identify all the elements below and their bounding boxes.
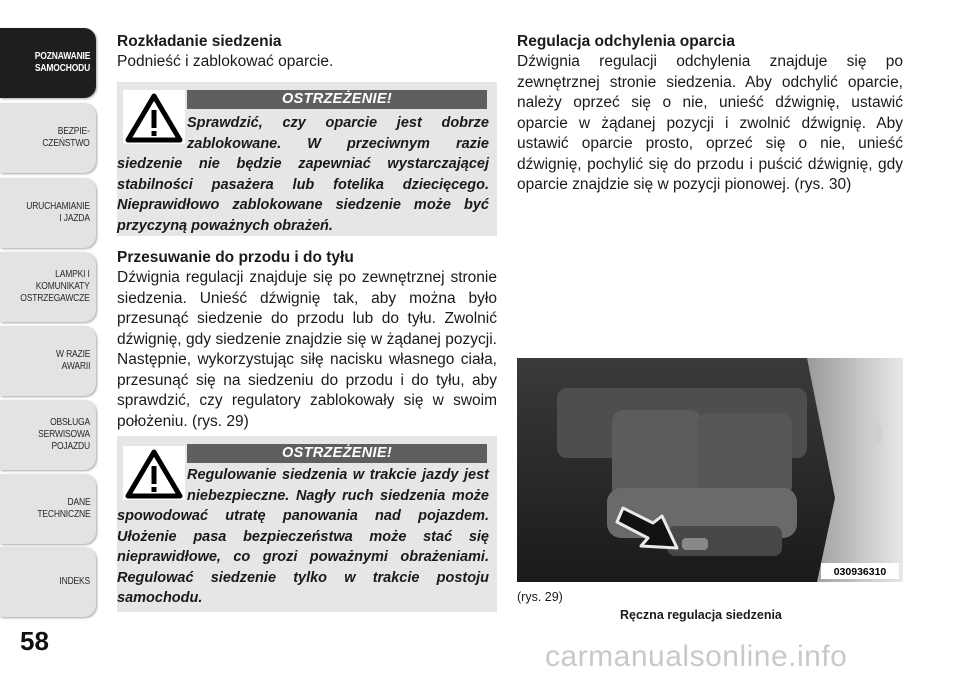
figure-reference: (rys. 29) <box>517 590 563 604</box>
tab-label: DANE TECHNICZNE <box>36 497 90 520</box>
section-text-rozkladanie: Podnieść i zablokować oparcie. <box>117 53 334 70</box>
tab-bezpieczenstwo[interactable] <box>0 103 96 173</box>
warning-title: OSTRZEŻENIE! <box>187 90 487 109</box>
warning-box <box>117 82 497 236</box>
figure-code: 030936310 <box>833 566 887 578</box>
seat-photo <box>517 358 903 582</box>
icon-spacer <box>117 113 187 153</box>
tab-dane-techniczne[interactable] <box>0 474 96 544</box>
tab-label: OBSŁUGA SERWISOWA POJAZDU <box>38 417 90 452</box>
icon-spacer <box>117 465 187 505</box>
tab-label: INDEKS <box>59 576 90 587</box>
section-title-przesuwanie: Przesuwanie do przodu i do tyłu <box>117 249 354 266</box>
section-title-rozkladanie: Rozkładanie siedzenia <box>117 33 282 50</box>
tab-label: URUCHAMIANIE I JAZDA <box>26 201 90 224</box>
tab-w-razie-awarii[interactable] <box>0 326 96 396</box>
warning-text-content: Regulowanie siedzenia w trakcie jazdy jest niebezpieczne. Nagły ruch siedzenia może spowodować utratę panowania nad pojazdem. Ułożenie pasa bezpieczeństwa może stać się nieprawidłowe, co grozi poważnymi obrażeniami. Regulować siedzenie tylko w trakcie postoju samochodu. <box>117 467 489 606</box>
warning-text <box>117 465 489 609</box>
seat-illustration <box>517 358 903 582</box>
section-text-przesuwanie: Dźwignia regulacji znajduje się po zewnętrznej stronie siedzenia. Unieść dźwignię tak, aby można było przesunąć siedzenie do przodu lub do tyłu. Zwolnić dźwignię, gdy siedzenie znajdzie się w żądanej pozycji. Następnie, wykorzystując siłę nacisku własnego ciała, przesunąć się na siedzeniu do przodu i do tyłu, aby sprawdzić, czy regulatory zablokowały się w swoim położeniu. (rys. 29) <box>117 269 497 430</box>
warning-title: OSTRZEŻENIE! <box>187 444 487 463</box>
warning-text-content: Sprawdzić, czy oparcie jest dobrze zablokowane. W przeciwnym razie siedzenie nie będzie zapewniać wystarczającej stabilności pasażera lub fotelika dziecięcego. Nieprawidłowo zablokowane siedzenie może być przyczyną poważnych obrażeń. <box>117 115 489 234</box>
tab-label: W RAZIE AWARII <box>55 349 90 372</box>
tab-uruchamianie-i-jazda[interactable] <box>0 178 96 248</box>
page-number: 58 <box>20 626 49 656</box>
tab-label: POZNAWANIE SAMOCHODU <box>34 51 90 74</box>
tab-poznawanie-samochodu[interactable] <box>0 28 96 98</box>
tab-label: LAMPKI I KOMUNIKATY OSTRZEGAWCZE <box>20 269 90 304</box>
warning-text <box>117 113 489 236</box>
section-text-regulacja: Dźwignia regulacji odchylenia znajduje się po zewnętrznej stronie siedzenia. Aby odchylić oparcie, należy oprzeć się o nie, unieść dźwignię, ustawić oparcie w żądanej pozycji i zwolnić dźwignię. Aby ustawić oparcie prosto, oprzeć się o nie, unieść dźwignię, pochylić się do przodu i puścić dźwignię, gdy oparcie znajdzie się w pozycji pionowej. (rys. 30) <box>517 53 903 193</box>
tab-obsluga-serwisowa[interactable] <box>0 400 96 470</box>
tab-lampki-i-komunikaty[interactable] <box>0 252 96 322</box>
figure-caption: Ręczna regulacja siedzenia <box>620 608 782 622</box>
tab-indeks[interactable] <box>0 547 96 617</box>
warning-box <box>117 436 497 612</box>
section-title-regulacja: Regulacja odchylenia oparcia <box>517 33 735 50</box>
tab-label: BEZPIE- CZEŃSTWO <box>42 126 90 149</box>
watermark: carmanualsonline.info <box>545 640 848 673</box>
